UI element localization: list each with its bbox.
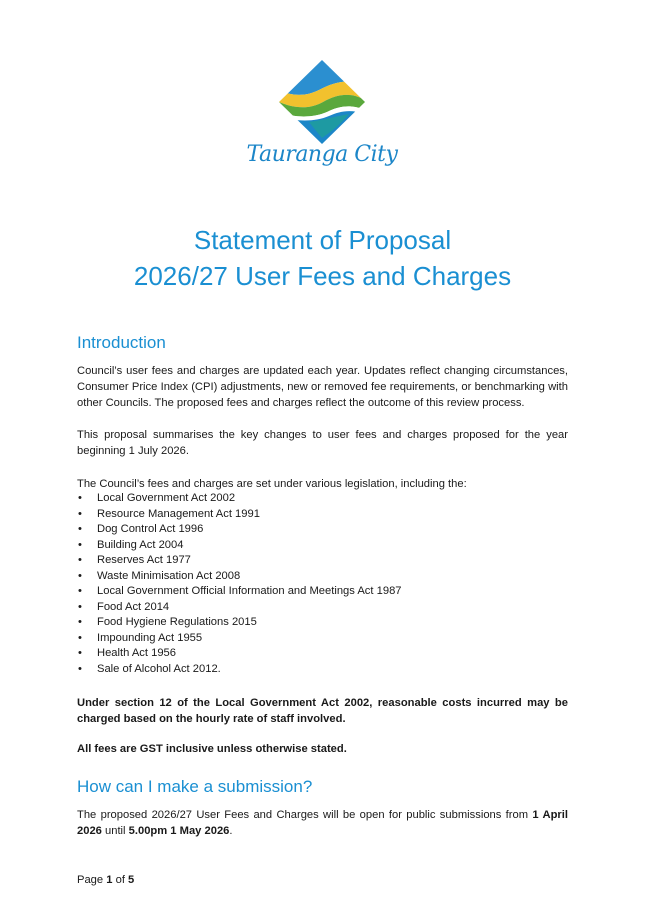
- submission-close-date: 5.00pm 1 May 2026: [128, 825, 230, 837]
- document-title-line2: 2026/27 User Fees and Charges: [133, 261, 512, 291]
- list-item: • Impounding Act 1955: [77, 631, 402, 647]
- section-12-note: Under section 12 of the Local Government Act 2002, reasonable costs incurred may be charged based on the hourly rate of staff involved.: [77, 697, 568, 725]
- submission-paragraph: [77, 807, 568, 839]
- of-word: of: [115, 874, 125, 886]
- intro-paragraph-1: Council’s user fees and charges are updated each year. Updates reflect changing circumstances, Consumer Price Index (CPI) adjustments, new or removed fee requirements, or benchmarking with other Councils. The proposed fees and charges reflect the outcome of this review process.: [77, 365, 568, 409]
- tauranga-city-logo: [246, 60, 398, 178]
- list-item: • Building Act 2004: [77, 538, 402, 554]
- legislation-list: [77, 491, 402, 677]
- list-item: • Sale of Alcohol Act 2012.: [77, 662, 402, 678]
- list-item: • Resource Management Act 1991: [77, 507, 402, 523]
- page-word: Page: [77, 874, 104, 886]
- logo-wordmark: Tauranga City: [246, 142, 398, 167]
- list-item: • Local Government Act 2002: [77, 491, 402, 507]
- page-number: [77, 874, 134, 886]
- submission-open-date: 1 April 2026: [77, 809, 568, 837]
- list-item: • Local Government Official Information and Meetings Act 1987: [77, 584, 402, 600]
- list-item: • Food Act 2014: [77, 600, 402, 616]
- list-item: • Dog Control Act 1996: [77, 522, 402, 538]
- current-page: 1: [106, 874, 113, 886]
- introduction-heading: Introduction: [77, 333, 166, 352]
- list-item: • Waste Minimisation Act 2008: [77, 569, 402, 585]
- total-pages: 5: [128, 874, 135, 886]
- list-item: • Reserves Act 1977: [77, 553, 402, 569]
- logo-diamond-icon: [279, 60, 365, 144]
- intro-paragraph-3: The Council’s fees and charges are set under various legislation, including the:: [77, 478, 467, 490]
- list-item: • Health Act 1956: [77, 646, 402, 662]
- gst-note: All fees are GST inclusive unless otherwise stated.: [77, 743, 347, 755]
- document-title-line1: Statement of Proposal: [193, 225, 452, 255]
- submission-text-before: The proposed 2026/27 User Fees and Charges will be open for public submissions from: [77, 809, 533, 821]
- submission-heading: How can I make a submission?: [77, 777, 313, 796]
- submission-text-after: .: [229, 825, 233, 837]
- submission-text-mid: until: [101, 825, 129, 837]
- list-item: • Food Hygiene Regulations 2015: [77, 615, 402, 631]
- intro-paragraph-2: This proposal summarises the key changes to user fees and charges proposed for the year beginning 1 July 2026.: [77, 429, 568, 457]
